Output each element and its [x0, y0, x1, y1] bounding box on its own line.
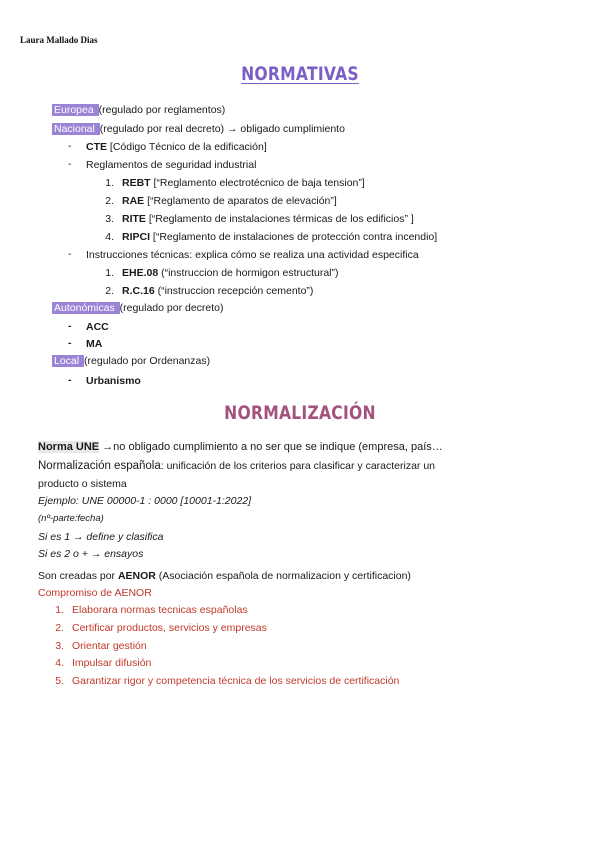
- creadas-bold: AENOR: [117, 570, 156, 582]
- bullet-dash: -: [68, 337, 72, 349]
- list-text: Certificar productos, servicios y empresas: [72, 622, 267, 634]
- autonomicas-tag: Autonómicas: [54, 302, 118, 314]
- list-item: [46, 639, 147, 653]
- list-text: [“Reglamento de instalaciones de protección contra incendio]: [150, 231, 438, 243]
- list-number: 5.: [55, 675, 64, 687]
- norma-une-line: [38, 440, 443, 454]
- europea-tag: Europea: [54, 104, 97, 116]
- cte-text: [Código Técnico de la edificación]: [107, 141, 267, 153]
- definicion-label: Normalización española: [38, 460, 161, 472]
- nacional-text: (regulado por real decreto) → obligado cumplimiento: [99, 123, 345, 135]
- list-number: 4.: [105, 231, 114, 243]
- list-item: [96, 266, 339, 280]
- list-text: (“instruccion recepción cemento”): [154, 285, 314, 297]
- formato-line: (nº-parte:fecha): [38, 513, 104, 524]
- si2-line: Si es 2 o + → ensayos: [38, 548, 144, 560]
- nacional-tag: Nacional: [54, 123, 98, 135]
- list-number: 1.: [105, 177, 114, 189]
- definicion-text: : unificación de los criterios para clasificar y caracterizar un: [160, 460, 436, 472]
- list-text: [“Reglamento de aparatos de elevación”]: [144, 195, 337, 207]
- list-item: [96, 176, 365, 190]
- list-number: 2.: [105, 285, 114, 297]
- ejemplo-line: Ejemplo: UNE 00000-1 : 0000 [10001-1:2022]: [38, 495, 252, 507]
- europea-text: (regulado por reglamentos): [98, 104, 226, 116]
- bullet-dash: -: [68, 140, 72, 152]
- list-number: 4.: [55, 657, 64, 669]
- author-name: Laura Mallado Dias: [20, 35, 98, 45]
- creadas-post: (Asociación española de normalizacion y certificacion): [155, 570, 411, 582]
- section-title-normativas: NORMATIVAS: [241, 63, 359, 85]
- list-item: [46, 656, 151, 670]
- instrucciones-line: Instrucciones técnicas: explica cómo se realiza una actividad especifica: [86, 249, 419, 261]
- list-bold: REBT: [122, 177, 151, 189]
- list-item: [96, 194, 337, 208]
- bullet-dash: -: [68, 374, 72, 386]
- local-item: Urbanismo: [86, 375, 141, 387]
- nacional-line: [52, 122, 345, 136]
- list-text: Orientar gestión: [72, 640, 147, 652]
- list-item: [96, 212, 414, 226]
- norma-une-text: →no obligado cumplimiento a no ser que se indique (empresa, país…: [99, 441, 443, 453]
- local-tag: Local: [54, 355, 83, 367]
- norma-une-bold: Norma UNE: [38, 441, 100, 453]
- list-number: 1.: [55, 604, 64, 616]
- list-bold: RIPCI: [122, 231, 151, 243]
- list-number: 1.: [105, 267, 114, 279]
- bullet-dash: -: [68, 320, 72, 332]
- compromiso-title: Compromiso de AENOR: [38, 587, 152, 599]
- local-line: [52, 354, 210, 368]
- list-bold: R.C.16: [122, 285, 155, 297]
- definicion-line: [38, 459, 435, 473]
- list-item: [96, 230, 437, 244]
- autonomicas-text: (regulado por decreto): [119, 302, 224, 314]
- list-item: [96, 284, 313, 298]
- creadas-line: [38, 569, 411, 583]
- local-text: (regulado por Ordenanzas): [84, 355, 211, 367]
- list-bold: RITE: [122, 213, 146, 225]
- list-number: 2.: [105, 195, 114, 207]
- list-bold: EHE.08: [122, 267, 159, 279]
- list-item: [46, 674, 399, 688]
- section-title-normalizacion: NORMALIZACIÓN: [224, 402, 376, 424]
- list-bold: RAE: [122, 195, 145, 207]
- bullet-dash: -: [68, 248, 72, 260]
- cte-bold: CTE: [86, 141, 107, 153]
- list-text: Garantizar rigor y competencia técnica de los servicios de certificación: [72, 675, 400, 687]
- list-item: [46, 621, 267, 635]
- reglamentos-line: Reglamentos de seguridad industrial: [86, 159, 257, 171]
- list-number: 3.: [55, 640, 64, 652]
- list-text: [“Reglamento de instalaciones térmicas de los edificios” ]: [145, 213, 414, 225]
- list-number: 3.: [105, 213, 114, 225]
- autonomicas-item: MA: [86, 338, 103, 350]
- bullet-dash: -: [68, 158, 72, 170]
- si1-line: Si es 1 → define y clasifica: [38, 531, 164, 543]
- list-number: 2.: [55, 622, 64, 634]
- list-item: [46, 603, 248, 617]
- list-text: Elaborara normas tecnicas españolas: [72, 604, 248, 616]
- autonomicas-line: [52, 301, 224, 315]
- definicion-line-2: producto o sistema: [38, 478, 127, 490]
- list-text: Impulsar difusión: [72, 657, 152, 669]
- list-text: (“instruccion de hormigon estructural”): [158, 267, 339, 279]
- autonomicas-item: ACC: [86, 321, 109, 333]
- creadas-pre: Son creadas por: [38, 570, 118, 582]
- list-text: [“Reglamento electrotécnico de baja tension”]: [150, 177, 365, 189]
- europea-line: [52, 103, 225, 117]
- cte-line: [86, 140, 267, 154]
